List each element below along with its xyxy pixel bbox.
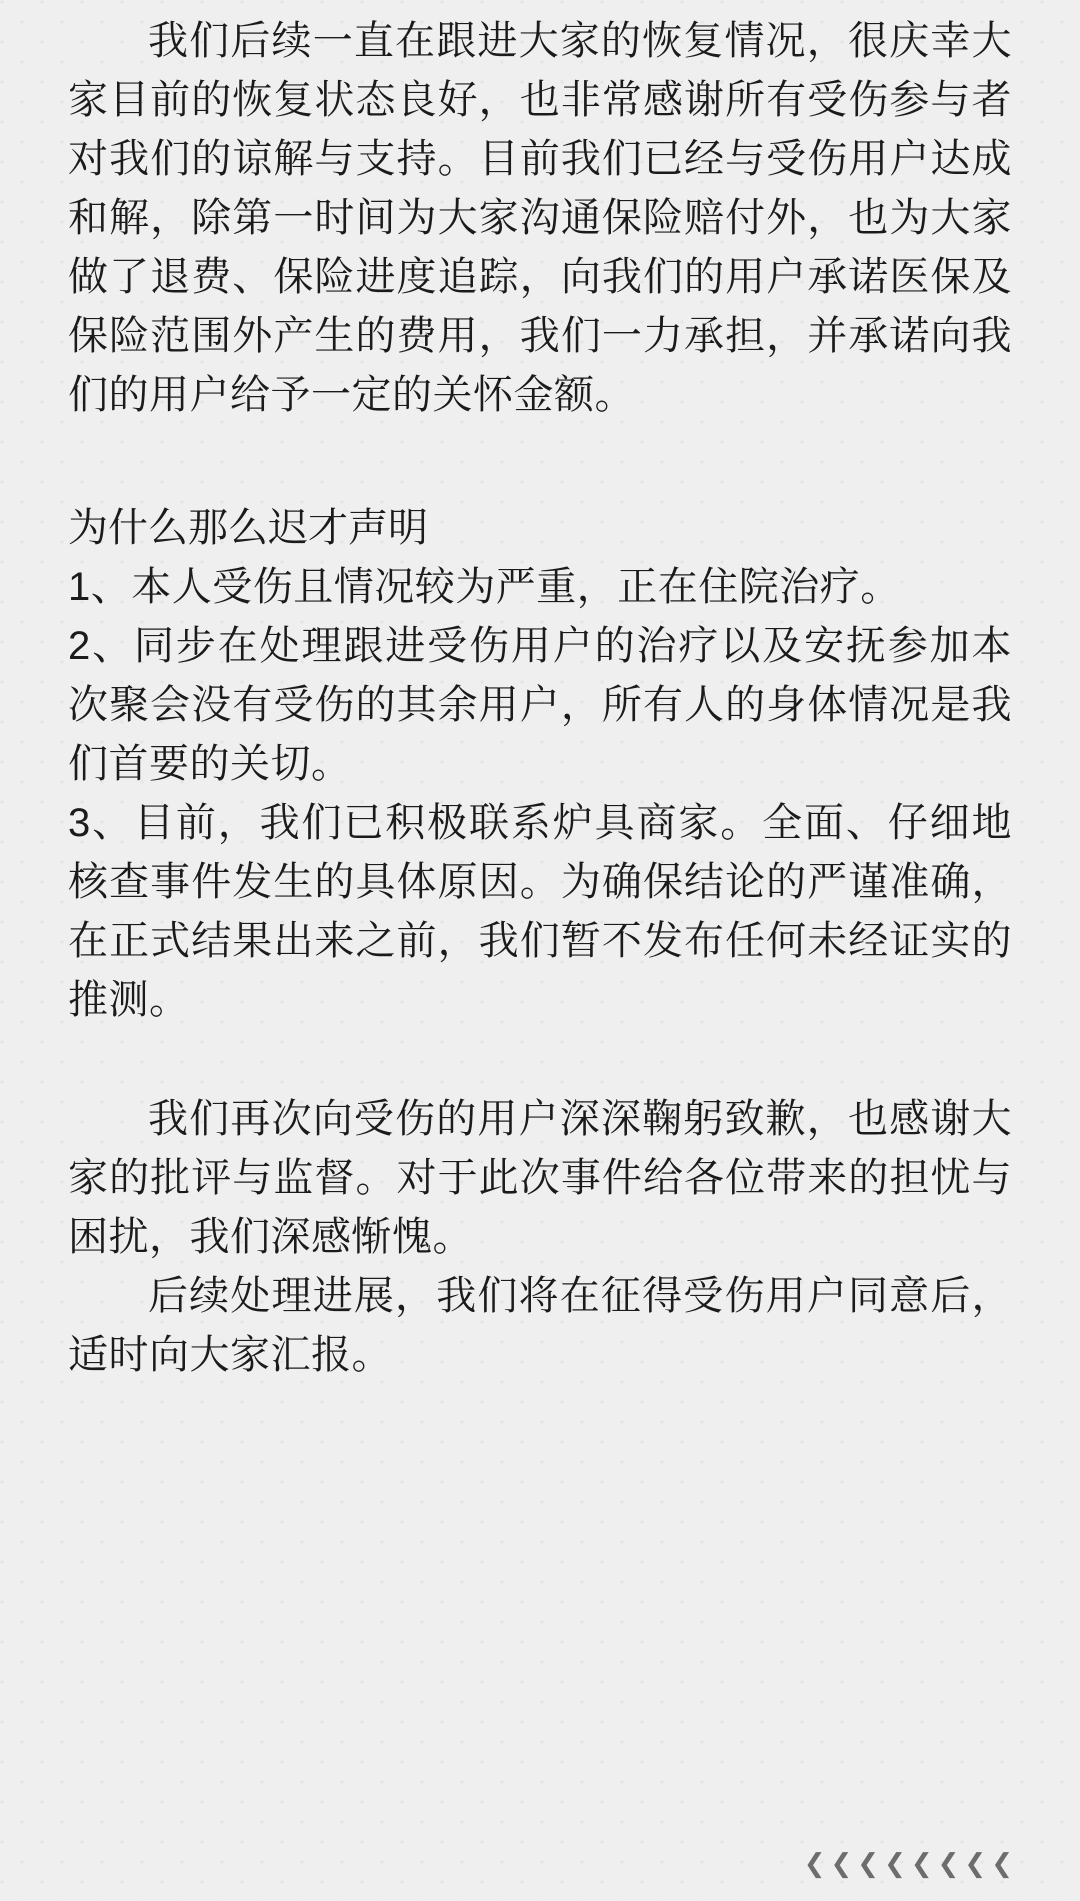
closing-spacer <box>68 1030 1012 1090</box>
reason-item-1: 1、本人受伤且情况较为严重，正在住院治疗。 <box>68 565 901 609</box>
paragraph-recovery-status: 我们后续一直在跟进大家的恢复情况，很庆幸大家目前的恢复状态良好，也非常感谢所有受伤参与者对我们的谅解与支持。目前我们已经与受伤用户达成和解，除第一时间为大家沟通保险赔付外，也为大家做了退费、保险进度追踪，向我们的用户承诺医保及保险范围外产生的费用，我们一力承担，并承诺向我们的用户给予一定的关怀金额。 <box>68 19 1012 417</box>
section-spacer <box>68 425 1012 499</box>
reason-item-3: 3、目前，我们已积极联系炉具商家。全面、仔细地核查事件发生的具体原因。为确保结论的严谨准确，在正式结果出来之前，我们暂不发布任何未经证实的推测。 <box>68 801 1012 1022</box>
chevron-left-icon: ❮❮❮❮❮❮❮❮ <box>803 1848 1018 1878</box>
closing-apology: 我们再次向受伤的用户深深鞠躬致歉，也感谢大家的批评与监督。对于此次事件给各位带来的担忧与困扰，我们深感惭愧。 <box>68 1097 1012 1259</box>
closing-followup: 后续处理进展，我们将在征得受伤用户同意后，适时向大家汇报。 <box>68 1274 1012 1377</box>
section-heading-why-late: 为什么那么迟才声明 <box>68 506 428 550</box>
reason-item-2: 2、同步在处理跟进受伤用户的治疗以及安抚参加本次聚会没有受伤的其余用户，所有人的身体情况是我们首要的关切。 <box>68 624 1012 786</box>
